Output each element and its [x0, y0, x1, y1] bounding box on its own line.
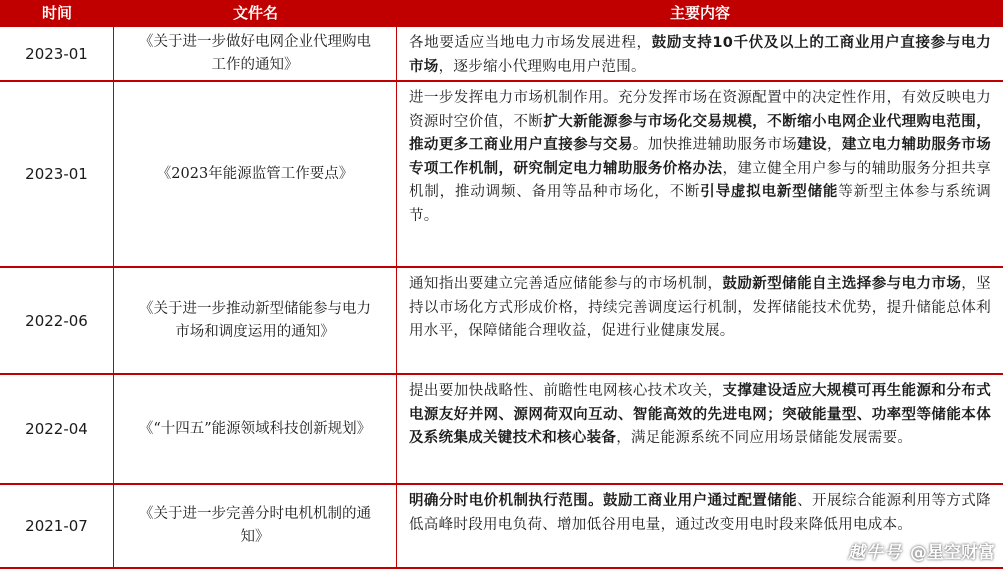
table-row	[0, 27, 1003, 82]
watermark-handle: @星空财富	[910, 543, 995, 563]
content-text: ，	[826, 137, 842, 154]
header-main-content: 主要内容	[669, 4, 730, 22]
watermark	[848, 538, 995, 563]
content-text: 提出要加快战略性、前瞻性电网核心技术攻关，	[409, 383, 723, 399]
content-text: ，坚持以市场化方式形成价格，持续完善调度运行机制，发挥储能技术优势，提升储能总体利用水平，保障储能合理收益，促进行业健康发展。	[409, 276, 991, 340]
content-text: ，建立健全用户参与的辅助服务分担共享机制，推动调频、备用等品种市场化，不断	[409, 160, 991, 201]
row-file-name: 《关于进一步完善分时电机机制的通知》	[114, 485, 397, 567]
content-text: 、开展综合能源利用等方式降低高峰时段用电负荷、增加低谷用电量，通过改变用电时段来降低用电成本。	[409, 493, 991, 533]
content-emphasis: 明确分时电价机制执行范围。鼓励工商业用户通过配置储能	[409, 493, 798, 509]
content-emphasis: 建设	[797, 137, 827, 154]
content-emphasis: 鼓励新型储能自主选择参与电力市场	[722, 276, 962, 292]
table-header	[0, 0, 1003, 27]
row-file-name: 《关于进一步做好电网企业代理购电工作的通知》	[114, 27, 397, 80]
content-text: ，逐步缩小代理购电用户范围。	[438, 58, 646, 75]
content-text: ，满足能源系统不同应用场景储能发展需要。	[616, 430, 913, 447]
row-content	[397, 375, 1003, 483]
table-row	[0, 375, 1003, 485]
content-text: 。加快推进辅助服务市场	[632, 137, 798, 154]
content-text: 等新型主体参与系统调节。	[409, 184, 991, 224]
header-time: 时间	[41, 4, 72, 22]
row-content	[397, 268, 1003, 373]
row-file-name: 《“十四五”能源领域科技创新规划》	[114, 375, 397, 483]
row-time: 2023-01	[0, 82, 114, 266]
row-time: 2021-07	[0, 485, 114, 567]
row-content	[397, 82, 1003, 266]
content-emphasis: 引导虚拟电新型储能	[700, 184, 839, 201]
content-text: 进一步发挥电力市场机制作用。充分发挥市场在资源配置中的决定性作用，有效反映电力资源时空价值，不断	[409, 90, 991, 130]
table-row	[0, 82, 1003, 268]
watermark-logo: 越牛号	[848, 543, 902, 563]
header-file-name: 文件名	[232, 4, 278, 22]
row-time: 2022-04	[0, 375, 114, 483]
row-file-name: 《关于进一步推动新型储能参与电力市场和调度运用的通知》	[114, 268, 397, 373]
content-emphasis: 扩大新能源参与市场化交易规模，不断缩小电网企业代理购电范围，推动更多工商业用户直接参与交易	[409, 113, 992, 154]
row-time: 2023-01	[0, 27, 114, 80]
row-content	[397, 27, 1003, 80]
content-emphasis: 支撑建设适应大规模可再生能源和分布式电源友好并网、源网荷双向互动、智能高效的先进电网；突破能量型、功率型等储能本体及系统集成关键技术和核心装备	[409, 383, 991, 447]
content-emphasis: 鼓励支持10千伏及以上的工商业用户直接参与电力市场	[409, 35, 991, 75]
content-text: 各地要适应当地电力市场发展进程，	[409, 35, 652, 51]
content-text: 通知指出要建立完善适应储能参与的市场机制，	[409, 276, 723, 292]
table-row	[0, 268, 1003, 375]
row-file-name: 《2023年能源监管工作要点》	[114, 82, 397, 266]
row-time: 2022-06	[0, 268, 114, 373]
content-emphasis: 建立电力辅助服务市场专项工作机制，研究制定电力辅助服务价格办法	[409, 137, 992, 177]
